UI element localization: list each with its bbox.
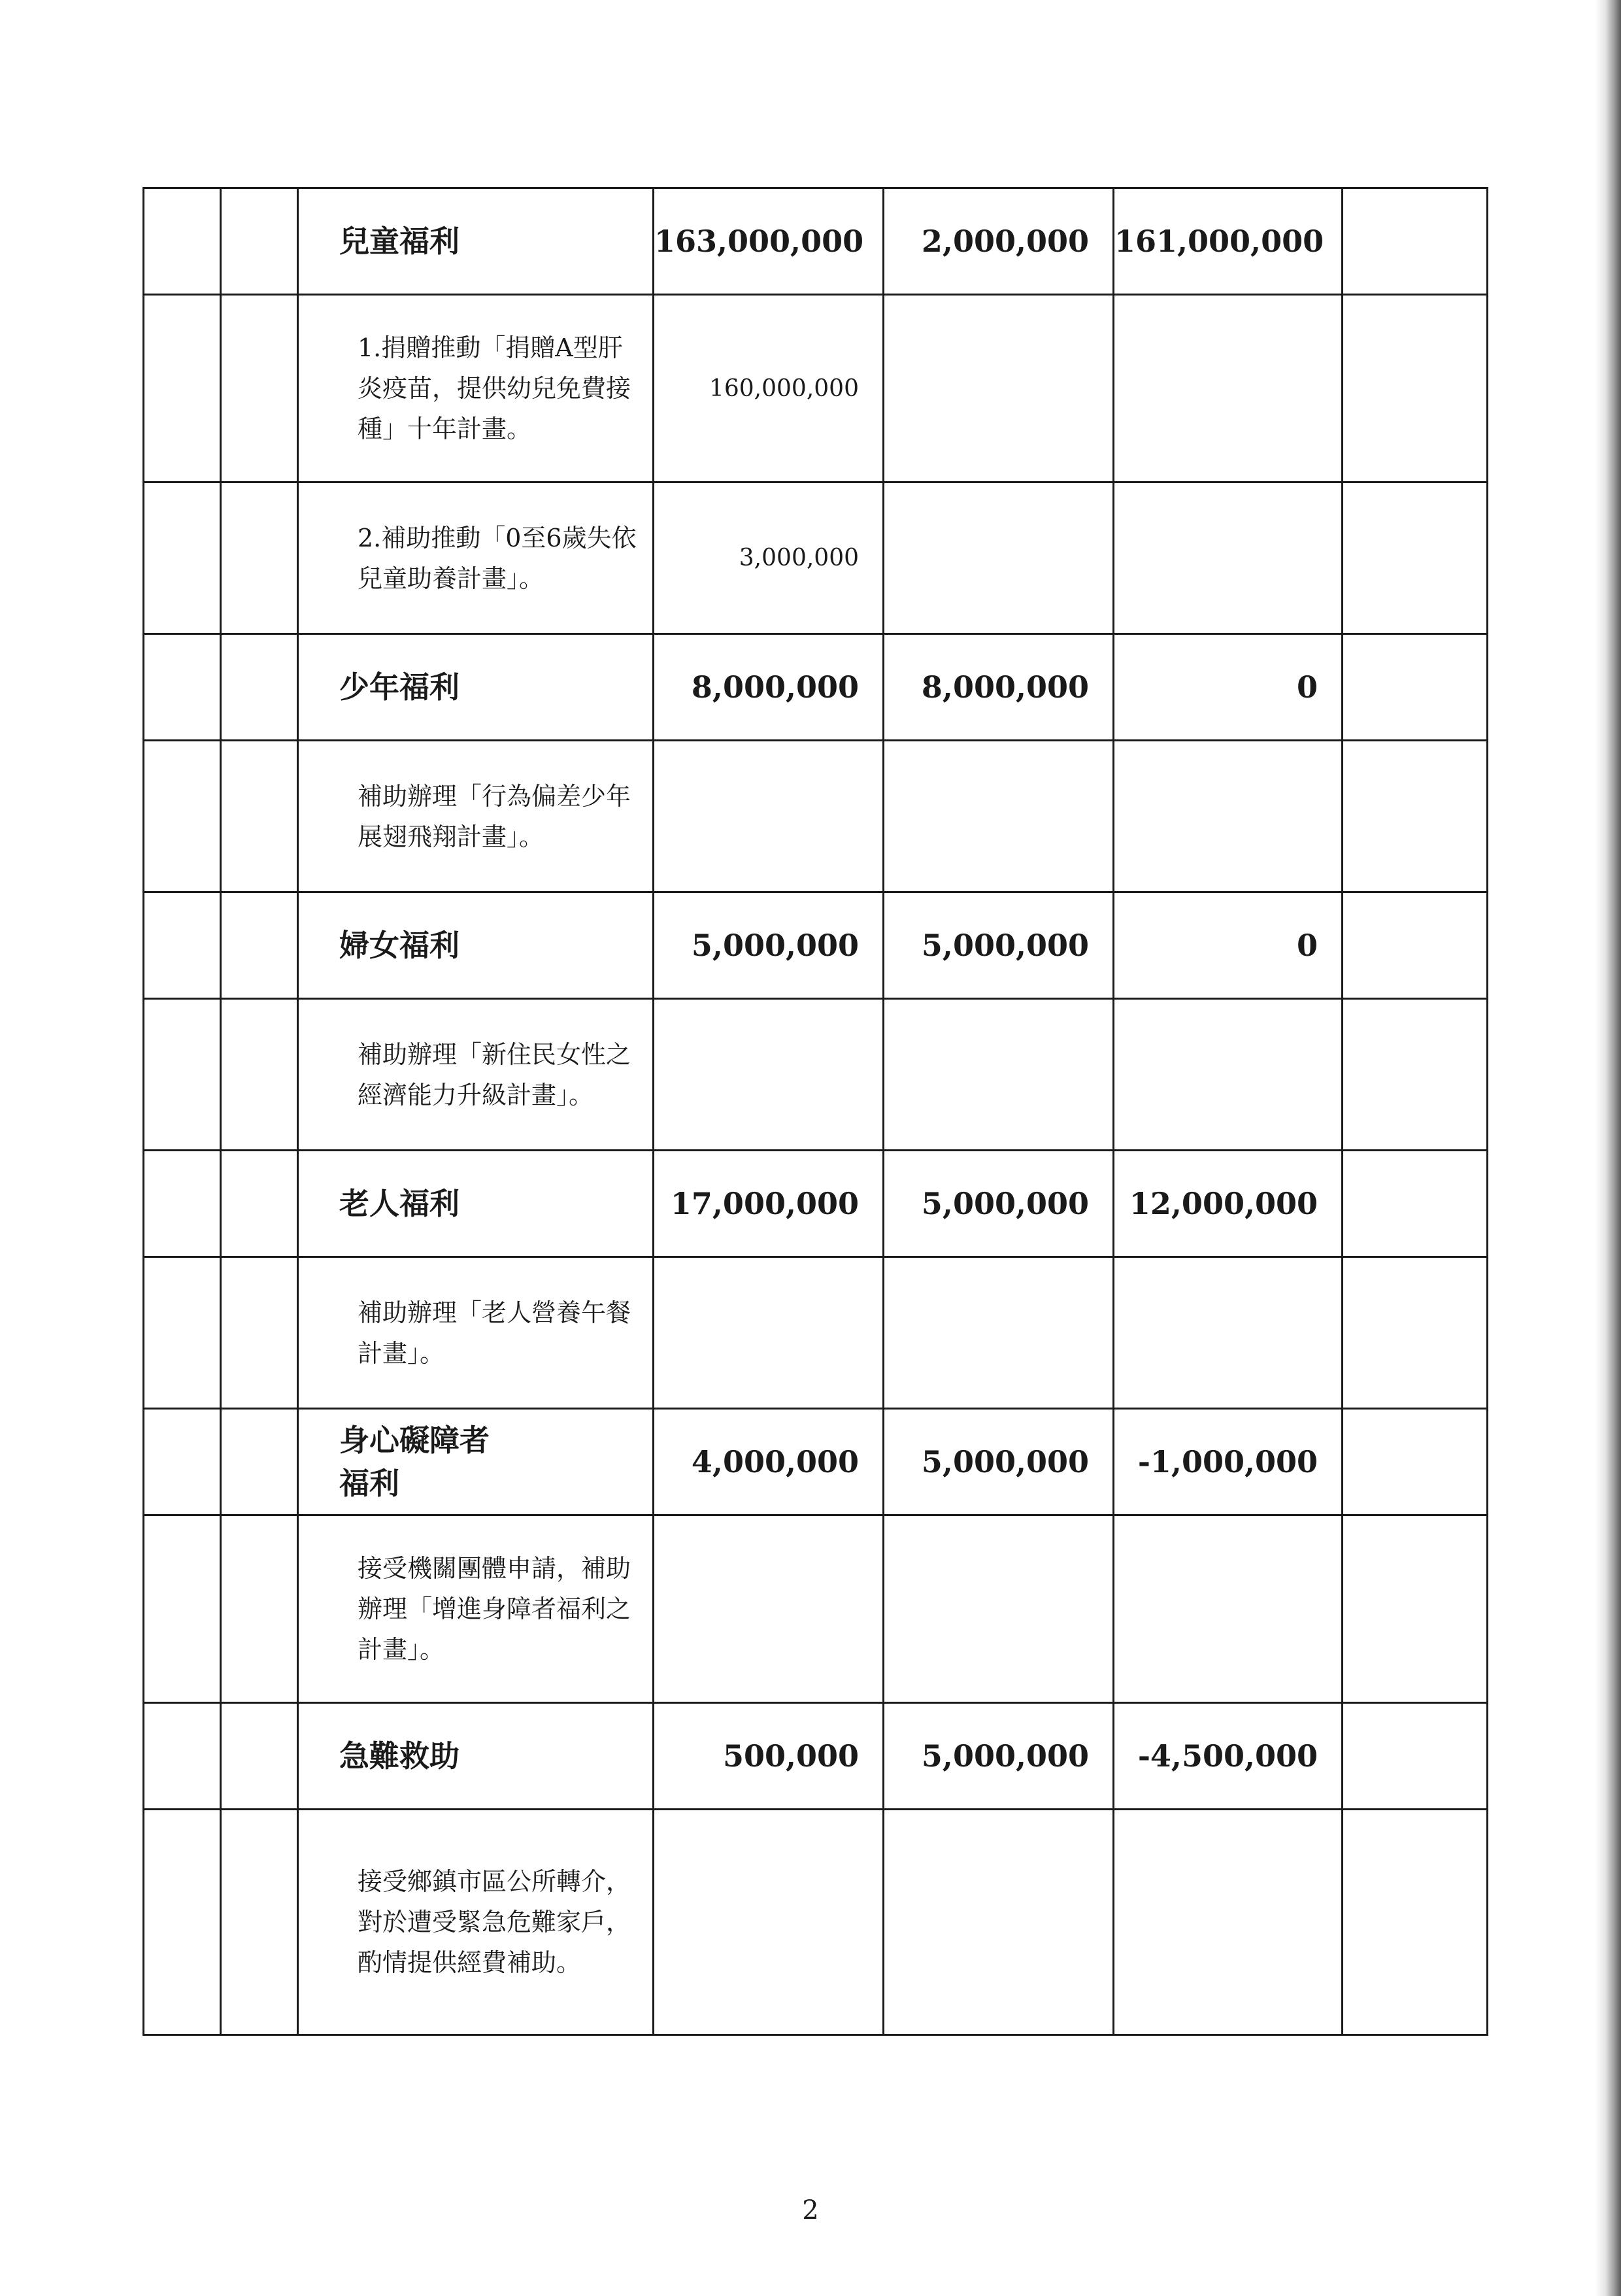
table-row xyxy=(144,1515,1488,1703)
table-row xyxy=(144,634,1488,741)
table-row xyxy=(144,892,1488,999)
item-amount: 3,000,000 xyxy=(654,482,884,634)
amount-cell: 12,000,000 xyxy=(1114,1151,1343,1257)
table-row xyxy=(144,1409,1488,1515)
page-number: 2 xyxy=(802,2195,819,2225)
amount-cell: 4,000,000 xyxy=(654,1409,884,1515)
amount-cell: -1,000,000 xyxy=(1114,1409,1343,1515)
table-row xyxy=(144,295,1488,482)
category-name: 少年福利 xyxy=(298,634,654,741)
table-row xyxy=(144,741,1488,892)
category-name: 身心礙障者福利 xyxy=(298,1409,654,1515)
table-row xyxy=(144,999,1488,1151)
amount-cell: 8,000,000 xyxy=(884,634,1114,741)
item-description: 補助辦理「新住民女性之經濟能力升級計畫」。 xyxy=(298,999,654,1151)
table-row xyxy=(144,188,1488,295)
amount-cell: 5,000,000 xyxy=(654,892,884,999)
amount-cell: 8,000,000 xyxy=(654,634,884,741)
scan-edge-shadow xyxy=(1595,0,1621,2296)
item-description: 補助辦理「行為偏差少年展翅飛翔計畫」。 xyxy=(298,741,654,892)
amount-cell: 5,000,000 xyxy=(884,892,1114,999)
item-description: 補助辦理「老人營養午餐計畫」。 xyxy=(298,1257,654,1409)
amount-cell: 163,000,000 xyxy=(654,188,884,295)
amount-cell: 5,000,000 xyxy=(884,1409,1114,1515)
amount-cell: 500,000 xyxy=(654,1703,884,1810)
amount-cell: 0 xyxy=(1114,634,1343,741)
category-name: 兒童福利 xyxy=(298,188,654,295)
category-name: 婦女福利 xyxy=(298,892,654,999)
table-row xyxy=(144,1151,1488,1257)
amount-cell: 0 xyxy=(1114,892,1343,999)
budget-table xyxy=(142,187,1488,2036)
item-description: 接受鄉鎮市區公所轉介，對於遭受緊急危難家戶，酌情提供經費補助。 xyxy=(298,1810,654,2035)
amount-cell: 161,000,000 xyxy=(1114,188,1343,295)
item-amount: 160,000,000 xyxy=(654,295,884,482)
item-description: 接受機關團體申請，補助辦理「增進身障者福利之計畫」。 xyxy=(298,1515,654,1703)
amount-cell: -4,500,000 xyxy=(1114,1703,1343,1810)
amount-cell: 5,000,000 xyxy=(884,1151,1114,1257)
table-row xyxy=(144,482,1488,634)
item-description: 2.補助推動「0至6歲失依兒童助養計畫」。 xyxy=(298,482,654,634)
amount-cell: 17,000,000 xyxy=(654,1151,884,1257)
amount-cell: 2,000,000 xyxy=(884,188,1114,295)
category-name: 老人福利 xyxy=(298,1151,654,1257)
table-row xyxy=(144,1257,1488,1409)
table-row xyxy=(144,1810,1488,2035)
table-row xyxy=(144,1703,1488,1810)
item-description: 1.捐贈推動「捐贈A型肝炎疫苗，提供幼兒免費接種」十年計畫。 xyxy=(298,295,654,482)
category-name: 急難救助 xyxy=(298,1703,654,1810)
amount-cell: 5,000,000 xyxy=(884,1703,1114,1810)
